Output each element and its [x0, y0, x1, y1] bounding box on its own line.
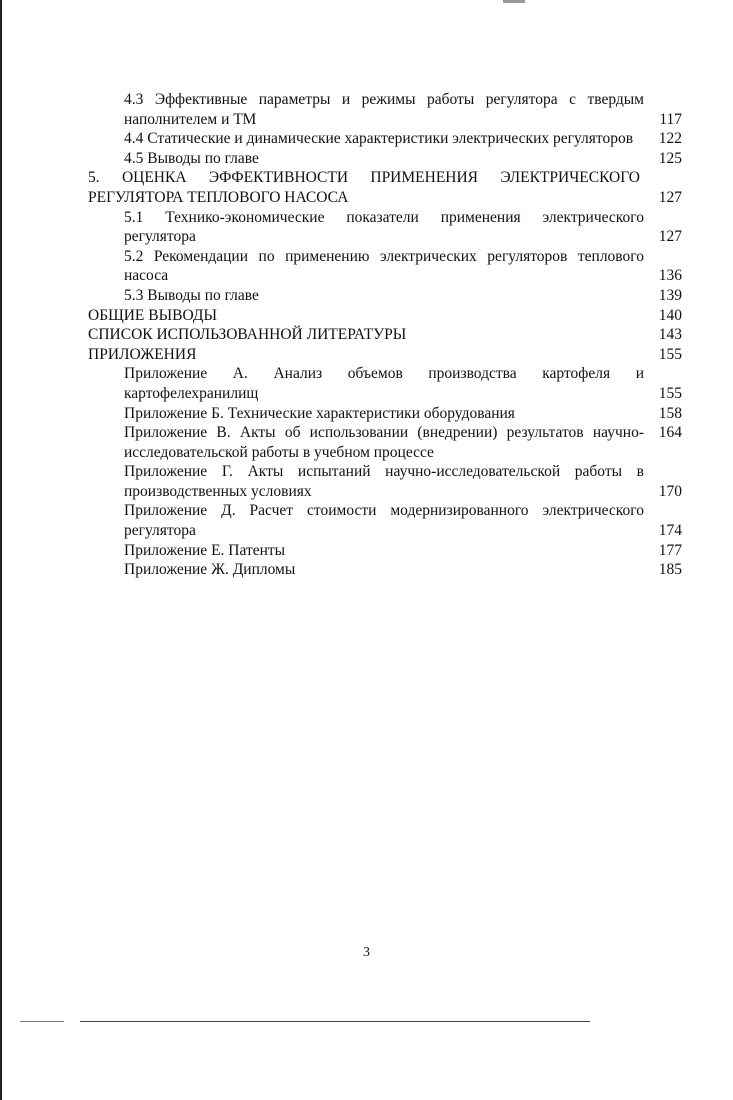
toc-entry-page: 125 [658, 149, 682, 167]
toc-entry-title: Приложение А. Анализ объемов производства картофеля и картофелехранилищ [124, 365, 644, 402]
toc-entry-title: СПИСОК ИСПОЛЬЗОВАННОЙ ЛИТЕРАТУРЫ [88, 326, 407, 344]
toc-entry-page: 117 [659, 110, 682, 128]
toc-entry-title: Приложение Г. Акты испытаний научно-исследовательской работы в производственных условиях [124, 463, 644, 500]
toc-entry [0, 208, 733, 247]
toc-entry [0, 364, 733, 403]
toc-entry-title: ОБЩИЕ ВЫВОДЫ [88, 306, 217, 324]
toc-entry-page: 139 [658, 286, 682, 304]
toc-entry-page: 177 [658, 541, 682, 559]
toc-entry-title: 4.5 Выводы по главе [124, 149, 259, 167]
toc-entry-title: ПРИЛОЖЕНИЯ [88, 345, 197, 363]
toc-entry-page: 185 [658, 561, 682, 579]
toc-entry-page: 127 [658, 228, 682, 246]
toc-entry [0, 541, 733, 561]
toc-entry [0, 247, 733, 286]
toc-entry-title: 4.3 Эффективные параметры и режимы работы регулятора с твердым наполнителем и ТМ [124, 91, 644, 128]
toc-entry-page: 164 [658, 424, 682, 442]
toc-entry [0, 325, 733, 345]
toc-entry-page: 136 [658, 267, 682, 285]
footer-rule [80, 1021, 590, 1022]
toc-entry [0, 423, 733, 462]
toc-entry [0, 90, 733, 129]
toc-entry-title: 5.2 Рекомендации по применению электрических регуляторов теплового насоса [124, 247, 644, 285]
page-number: 3 [363, 945, 370, 960]
toc-entry [0, 404, 733, 424]
toc-entry [0, 149, 733, 169]
toc-entry-page: 174 [658, 522, 682, 540]
toc-entry [0, 462, 733, 501]
toc-entry-page: 158 [658, 404, 682, 422]
footer-rule-left [20, 1021, 64, 1022]
toc-entry-page: 155 [658, 345, 682, 363]
toc-entry-title: 5. ОЦЕНКА ЭФФЕКТИВНОСТИ ПРИМЕНЕНИЯ ЭЛЕКТРИЧЕСКОГО РЕГУЛЯТОРА ТЕПЛОВОГО НАСОСА [88, 169, 640, 206]
toc-entry-title: Приложение Д. Расчет стоимости модернизированного электрического регулятора [124, 502, 644, 540]
toc-entry-page: 143 [658, 326, 682, 344]
toc-entry-page: 170 [658, 482, 682, 500]
toc-entry-title: Приложение Б. Технические характеристики оборудования [124, 404, 515, 422]
toc-entry [0, 129, 733, 149]
table-of-contents [0, 90, 733, 580]
toc-entry-title: 5.1 Технико-экономические показатели применения электрического регулятора [124, 208, 644, 246]
toc-entry-title: Приложение Е. Патенты [124, 541, 286, 559]
toc-entry-page: 140 [658, 306, 682, 324]
toc-entry [0, 286, 733, 306]
toc-entry-title: 5.3 Выводы по главе [124, 286, 259, 304]
toc-entry-page: 155 [658, 384, 682, 402]
toc-entry [0, 345, 733, 365]
toc-entry-title: 4.4 Статические и динамические характеристики электрических регуляторов [124, 130, 634, 148]
toc-entry-page: 127 [658, 188, 682, 206]
toc-entry [0, 306, 733, 326]
toc-entry-title: Приложение В. Акты об использовании (внедрении) результатов научно-исследовательской работы в учебном процессе [124, 424, 644, 461]
toc-entry [0, 501, 733, 540]
toc-entry-page: 122 [658, 130, 682, 148]
scan-top-mark [503, 0, 525, 3]
toc-entry [0, 560, 733, 580]
toc-entry [0, 168, 733, 207]
toc-entry-title: Приложение Ж. Дипломы [124, 561, 296, 579]
